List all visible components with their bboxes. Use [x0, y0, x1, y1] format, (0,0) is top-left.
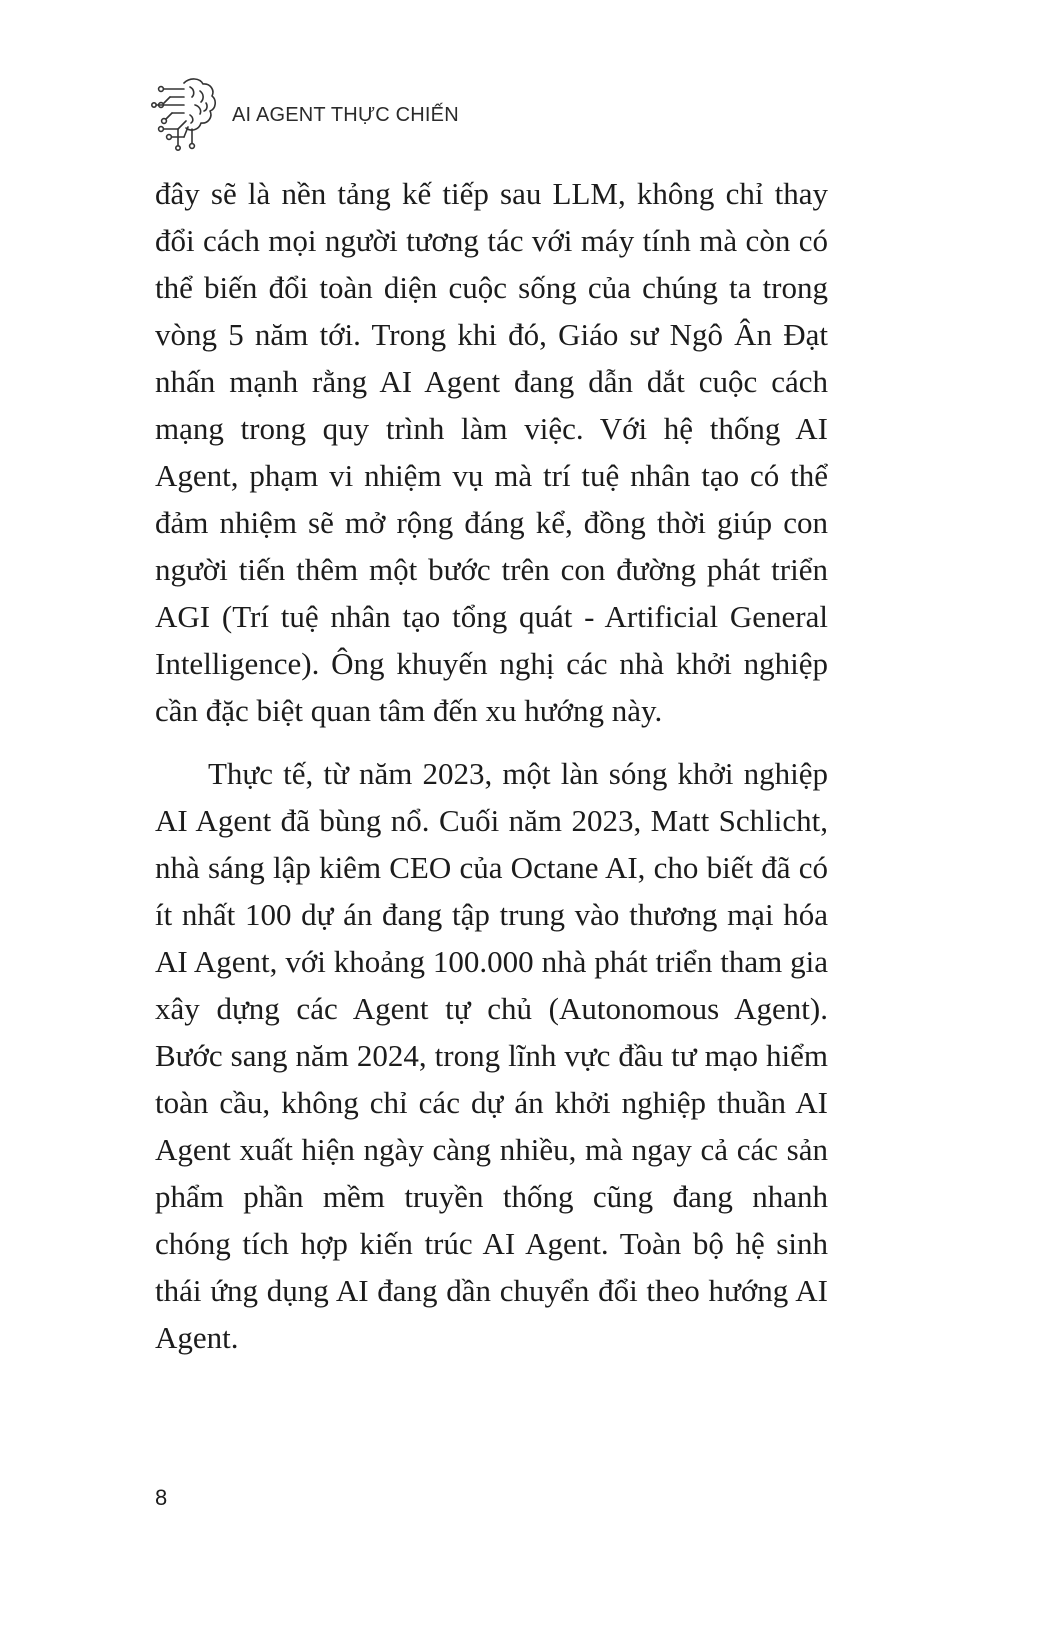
paragraph: đây sẽ là nền tảng kế tiếp sau LLM, không chỉ thay đổi cách mọi người tương tác với máy tính mà còn có thể biến đổi toàn diện cuộc sống của chúng ta trong vòng 5 năm tới. Trong khi đó, Giáo sư Ngô Ân Đạt nhấn mạnh rằng AI Agent đang dẫn dắt cuộc cách mạng trong quy trình làm việc. Với hệ thống AI Agent, phạm vi nhiệm vụ mà trí tuệ nhân tạo có thể đảm nhiệm sẽ mở rộng đáng kể, đồng thời giúp con người tiến thêm một bước trên con đường phát triển AGI (Trí tuệ nhân tạo tổng quát - Artificial General Intelligence). Ông khuyến nghị các nhà khởi nghiệp cần đặc biệt quan tâm đến xu hướng này.	[155, 176, 828, 728]
paragraph: Thực tế, từ năm 2023, một làn sóng khởi nghiệp AI Agent đã bùng nổ. Cuối năm 2023, Matt Schlicht, nhà sáng lập kiêm CEO của Octane AI, cho biết đã có ít nhất 100 dự án đang tập trung vào thương mại hóa AI Agent, với khoảng 100.000 nhà phát triển tham gia xây dựng các Agent tự chủ (Autonomous Agent). Bước sang năm 2024, trong lĩnh vực đầu tư mạo hiểm toàn cầu, không chỉ các dự án khởi nghiệp thuần AI Agent xuất hiện ngày càng nhiều, mà ngay cả các sản phẩm phần mềm truyền thống cũng đang nhanh chóng tích hợp kiến trúc AI Agent. Toàn bộ hệ sinh thái ứng dụng AI đang dần chuyển đổi theo hướng AI Agent.	[155, 756, 828, 1355]
running-header-title: AI AGENT THỰC CHIẾN	[232, 103, 459, 126]
page-number: 8	[155, 1485, 168, 1510]
ai-brain-circuit-icon	[150, 75, 218, 155]
running-header	[150, 75, 459, 155]
body-text	[155, 170, 828, 1361]
